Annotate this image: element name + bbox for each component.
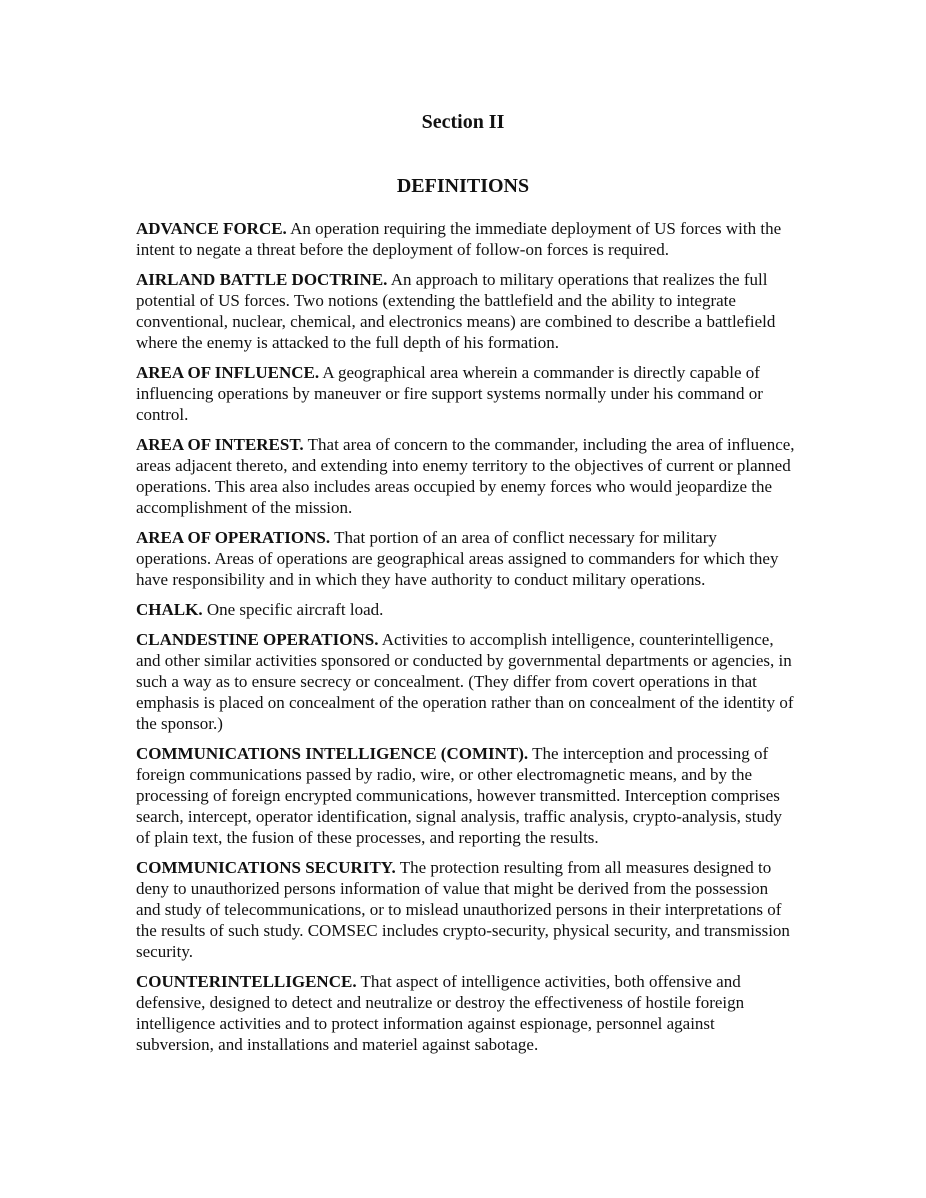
definition-text: A geographical area wherein a commander is directly capable of influencing operations by maneuver or fire support systems normally under his command or control. — [136, 363, 763, 424]
definition-entry — [136, 434, 796, 518]
definition-entry — [136, 743, 796, 848]
definition-entry — [136, 971, 796, 1055]
definition-text: An approach to military operations that realizes the full potential of US forces. Two notions (extending the battlefield and the ability to integrate conventional, nuclear, chemical, and electronics means) are combined to describe a battlefield where the enemy is attacked to the full depth of his formation. — [136, 270, 776, 352]
definition-text: That aspect of intelligence activities, both offensive and defensive, designed to detect and neutralize or destroy the effectiveness of hostile foreign intelligence activities and to protect information against espionage, personnel against subversion, and installations and materiel against sabotage. — [136, 972, 745, 1054]
definition-text: That portion of an area of conflict necessary for military operations. Areas of operations are geographical areas assigned to commanders for which they have responsibility and in which they have authority to conduct military operations. — [136, 528, 779, 589]
definition-entry — [136, 857, 796, 962]
definition-entry — [136, 527, 796, 590]
definition-term: COUNTERINTELLIGENCE. — [136, 972, 357, 991]
definition-entry — [136, 629, 796, 734]
definition-term: CLANDESTINE OPERATIONS. — [136, 630, 379, 649]
section-heading: Section II — [421, 111, 505, 133]
definition-text: Activities to accomplish intelligence, counterintelligence, and other similar activities sponsored or conducted by governmental departments or agencies, in such a way as to ensure secrecy or concealment. (They differ from covert operations in that emphasis is placed on concealment of the operation rather than on concealment of the identity of the sponsor.) — [136, 630, 794, 733]
definition-term: ADVANCE FORCE. — [136, 219, 287, 238]
definition-text: The protection resulting from all measures designed to deny to unauthorized persons information of value that might be derived from the possession and study of telecommunications, or to mislead unauthorized persons in their interpretations of the results of such study. COMSEC includes crypto-security, physical security, and transmission security. — [136, 858, 790, 961]
definition-term: COMMUNICATIONS INTELLIGENCE (COMINT). — [136, 744, 529, 763]
definition-text: An operation requiring the immediate deployment of US forces with the intent to negate a threat before the deployment of follow-on forces is required. — [136, 219, 782, 259]
definition-text: The interception and processing of foreign communications passed by radio, wire, or other electromagnetic means, and by the processing of foreign encrypted communications, however transmitted. Interception comprises search, intercept, operator identification, signal analysis, traffic analysis, crypto-analysis, study of plain text, the fusion of these processes, and reporting the results. — [136, 744, 782, 847]
definition-entry — [136, 269, 796, 353]
definition-term: COMMUNICATIONS SECURITY. — [136, 858, 396, 877]
definition-term: AREA OF INTEREST. — [136, 435, 304, 454]
definition-term: CHALK. — [136, 600, 203, 619]
definition-term: AREA OF OPERATIONS. — [136, 528, 331, 547]
definition-entry — [136, 362, 796, 425]
page-title: DEFINITIONS — [396, 175, 530, 197]
definitions-list — [136, 218, 796, 1064]
definition-text: That area of concern to the commander, including the area of influence, areas adjacent thereto, and extending into enemy territory to the objectives of current or planned operations. This area also includes areas occupied by enemy forces who would jeopardize the accomplishment of the mission. — [136, 435, 795, 517]
definition-term: AREA OF INFLUENCE. — [136, 363, 320, 382]
definition-entry — [136, 218, 796, 260]
definition-entry — [136, 599, 796, 620]
definition-term: AIRLAND BATTLE DOCTRINE. — [136, 270, 388, 289]
definition-text: One specific aircraft load. — [206, 600, 384, 619]
